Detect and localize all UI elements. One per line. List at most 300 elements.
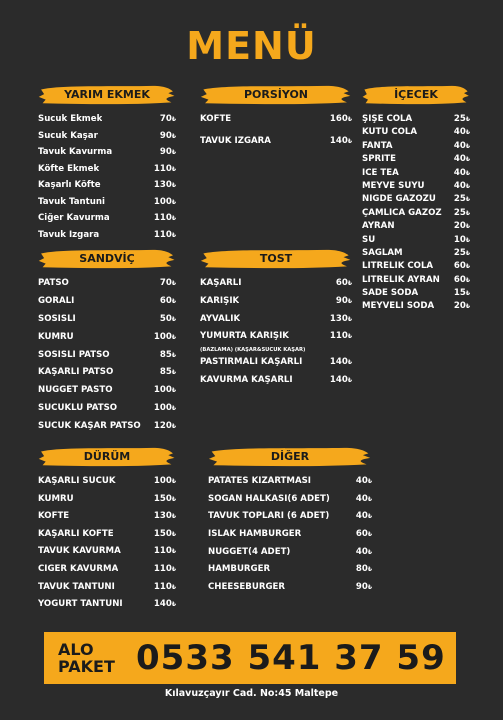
price-value: 150 [153, 528, 172, 539]
lira-icon: ₺ [465, 290, 470, 298]
price-value: 85 [159, 349, 172, 360]
lira-icon: ₺ [367, 548, 372, 556]
section-diger [208, 446, 372, 600]
menu-item-price [446, 261, 470, 271]
menu-item [362, 194, 470, 207]
lira-icon: ₺ [465, 116, 470, 123]
section-heading: SANDVİÇ [79, 252, 135, 265]
lira-icon: ₺ [171, 315, 176, 323]
menu-item-name: SAĞLAM [362, 247, 403, 258]
menu-item-price [152, 278, 176, 288]
lira-icon: ₺ [347, 376, 352, 384]
menu-item-price [328, 136, 352, 146]
menu-item-name: KÖFTE [200, 114, 232, 124]
menu-item [208, 494, 372, 512]
price-value: 130 [153, 180, 172, 190]
price-value: 120 [153, 421, 172, 432]
price-value: 100 [153, 476, 172, 486]
menu-item-name: KAVURMA KAŞARLI [200, 374, 293, 385]
menu-item-price [446, 141, 470, 151]
lira-icon: ₺ [171, 387, 176, 395]
price-value: 40 [453, 127, 466, 138]
lira-icon: ₺ [171, 565, 176, 573]
menu-item [38, 385, 176, 403]
price-value: 20 [453, 301, 466, 312]
phone-number[interactable]: 0533 541 37 59 [136, 638, 446, 678]
price-value: 110 [153, 581, 172, 592]
menu-item-price [328, 296, 352, 306]
price-value: 40 [355, 511, 368, 522]
menu-item-name: MEYVE SUYU [362, 180, 425, 191]
menu-item [38, 332, 176, 350]
menu-item-name: SOSİSLİ PATSO [38, 349, 110, 360]
price-value: 110 [153, 163, 172, 174]
lira-icon: ₺ [171, 280, 176, 287]
section-icecek [362, 84, 470, 315]
menu-item-price [348, 511, 372, 521]
menu-item-name: Tavuk Kavurma [38, 147, 113, 157]
price-value: 70 [159, 278, 172, 288]
menu-item [362, 127, 470, 140]
menu-item [200, 136, 352, 158]
menu-item-price [348, 529, 372, 539]
price-value: 40 [453, 154, 466, 165]
menu-item [38, 197, 176, 214]
lira-icon: ₺ [171, 215, 176, 222]
menu-item-name: LİTRELİK COLA [362, 261, 434, 272]
menu-item-price [328, 357, 352, 367]
menu-item-price [152, 230, 176, 240]
price-value: 110 [153, 563, 172, 574]
menu-item [362, 275, 470, 288]
lira-icon: ₺ [465, 142, 470, 150]
price-value: 110 [153, 546, 172, 557]
price-value: 40 [355, 476, 368, 486]
menu-item [208, 529, 372, 547]
menu-item-name: KÖFTE [38, 511, 70, 522]
section-heading: DÜRÜM [83, 450, 131, 463]
menu-item [200, 357, 352, 375]
price-value: 60 [355, 529, 368, 540]
menu-item [38, 213, 176, 230]
lira-icon: ₺ [347, 297, 352, 305]
price-value: 60 [159, 295, 172, 306]
menu-item-price [152, 529, 176, 539]
menu-item-name: Tavuk Tantuni [38, 196, 105, 207]
menu-item-name: SOĞAN HALKASI(6 ADET) [208, 493, 330, 504]
price-value: 40 [453, 140, 466, 151]
lira-icon: ₺ [171, 369, 176, 377]
lira-icon: ₺ [367, 513, 372, 521]
lira-icon: ₺ [367, 531, 372, 539]
lira-icon: ₺ [465, 169, 470, 177]
price-value: 40 [453, 167, 466, 178]
menu-item-price [152, 332, 176, 342]
price-value: 100 [153, 331, 172, 342]
menu-item-price [152, 599, 176, 609]
menu-item [200, 278, 352, 296]
lira-icon: ₺ [465, 263, 470, 271]
price-value: 70 [159, 114, 172, 124]
price-value: 90 [335, 295, 348, 306]
menu-item-price [446, 181, 470, 191]
menu-item-name: ICE TEA [362, 167, 399, 178]
menu-item-price [152, 131, 176, 141]
menu-item-price [328, 314, 352, 324]
menu-item-name: PATATES KIZARTMASI [208, 476, 312, 486]
section-heading: İÇECEK [394, 88, 438, 101]
menu-item [200, 375, 352, 393]
price-value: 110 [153, 229, 172, 240]
menu-item [200, 114, 352, 136]
menu-item-name: ŞİŞE COLA [362, 114, 413, 124]
menu-item-name: SADE SODA [362, 288, 419, 299]
menu-item [362, 235, 470, 248]
lira-icon: ₺ [171, 583, 176, 591]
menu-item-name: SUCUK KAŞAR PATSO [38, 421, 141, 432]
menu-item [38, 180, 176, 197]
price-value: 40 [355, 546, 368, 557]
menu-item-name: Sucuk Kaşar [38, 130, 98, 141]
lira-icon: ₺ [465, 209, 470, 217]
menu-item [208, 582, 372, 600]
menu-item-name: KUTU COLA [362, 127, 418, 138]
menu-item-price [152, 114, 176, 124]
menu-item [38, 511, 176, 529]
menu-item-name: ÇAMLICA GAZOZ [362, 207, 442, 218]
menu-item-name: CİĞER KAVURMA [38, 563, 119, 574]
menu-item-price [152, 350, 176, 360]
lira-icon: ₺ [171, 198, 176, 206]
lira-icon: ₺ [465, 223, 470, 231]
menu-item [362, 141, 470, 154]
menu-item-name: KAŞARLI SUCUK [38, 476, 116, 486]
menu-item-name: YOĞURT TANTUNİ [38, 599, 123, 610]
lira-icon: ₺ [171, 297, 176, 305]
menu-item-price [328, 375, 352, 385]
section-heading: DİĞER [270, 450, 310, 463]
menu-item-price [446, 235, 470, 245]
menu-item [38, 367, 176, 385]
menu-item-price [152, 367, 176, 377]
menu-item-price [446, 301, 470, 311]
alo-paket-label [58, 641, 136, 675]
menu-item-name: Kaşarlı Köfte [38, 180, 101, 190]
alo-text: ALO [58, 640, 94, 659]
section-heading-banner [38, 446, 176, 468]
section-heading: YARIM EKMEK [64, 88, 150, 101]
lira-icon: ₺ [171, 548, 176, 556]
lira-icon: ₺ [171, 116, 176, 123]
menu-item-note: (BAZLAMA) (KAŞAR&SUCUK KAŞAR) [200, 347, 306, 354]
menu-item-price [446, 275, 470, 285]
menu-title: MENÜ [186, 24, 317, 68]
menu-item-price [446, 168, 470, 178]
menu-item [208, 564, 372, 582]
price-value: 60 [453, 261, 466, 272]
menu-item [362, 181, 470, 194]
lira-icon: ₺ [465, 236, 470, 244]
menu-item-price [152, 582, 176, 592]
section-durum [38, 446, 176, 617]
menu-item-name: NİĞDE GAZOZU [362, 194, 436, 205]
menu-item-price [152, 494, 176, 504]
menu-item [362, 261, 470, 274]
section-heading-banner [38, 84, 176, 106]
price-value: 100 [153, 196, 172, 207]
menu-item-price [152, 546, 176, 556]
menu-item-name: KAŞARLI [200, 278, 242, 288]
paket-text: PAKET [58, 657, 115, 676]
section-porsiyon [200, 84, 352, 158]
section-yarim-ekmek [38, 84, 176, 246]
menu-item-price [152, 213, 176, 223]
menu-item-name: KAŞARLI KÖFTE [38, 528, 114, 539]
price-value: 25 [453, 247, 466, 258]
lira-icon: ₺ [171, 231, 176, 239]
price-value: 90 [159, 147, 172, 157]
menu-item-price [152, 296, 176, 306]
section-heading-banner [362, 84, 470, 106]
menu-item-name: SU [362, 234, 376, 245]
price-value: 150 [153, 493, 172, 504]
menu-item-price [328, 331, 352, 341]
price-value: 25 [453, 194, 466, 205]
menu-item [362, 301, 470, 314]
menu-item [38, 546, 176, 564]
lira-icon: ₺ [347, 280, 352, 287]
lira-icon: ₺ [171, 351, 176, 359]
lira-icon: ₺ [347, 315, 352, 323]
menu-item-name: PATSO [38, 278, 69, 288]
menu-item-price [152, 564, 176, 574]
section-heading-banner [200, 84, 352, 106]
menu-item-price [446, 208, 470, 218]
menu-item-price [152, 403, 176, 413]
menu-item [362, 154, 470, 167]
price-value: 10 [453, 234, 466, 245]
price-value: 140 [153, 599, 172, 610]
lira-icon: ₺ [171, 132, 176, 140]
lira-icon: ₺ [171, 530, 176, 538]
price-value: 140 [329, 357, 348, 368]
menu-item-price [446, 248, 470, 258]
price-value: 40 [453, 180, 466, 191]
lira-icon: ₺ [465, 196, 470, 204]
lira-icon: ₺ [465, 182, 470, 190]
section-heading: TOST [259, 252, 293, 265]
menu-item [362, 168, 470, 181]
lira-icon: ₺ [465, 276, 470, 284]
price-value: 25 [453, 114, 466, 124]
price-value: 25 [453, 207, 466, 218]
menu-item [38, 350, 176, 368]
menu-item-name: NUGGET PASTO [38, 385, 113, 396]
lira-icon: ₺ [465, 303, 470, 311]
menu-item-name: NUGGET(4 ADET) [208, 546, 291, 557]
lira-icon: ₺ [171, 423, 176, 431]
price-value: 85 [159, 367, 172, 378]
section-heading-banner [38, 248, 176, 270]
lira-icon: ₺ [347, 116, 352, 123]
menu-item-name: TAVUK TANTUNİ [38, 581, 115, 592]
price-value: 40 [355, 493, 368, 504]
lira-icon: ₺ [465, 249, 470, 257]
menu-item-price [152, 180, 176, 190]
menu-item-price [152, 511, 176, 521]
menu-item-name: Ciğer Kavurma [38, 213, 110, 223]
menu-item-name: KARIŞIK [200, 295, 240, 306]
menu-item [38, 278, 176, 296]
menu-item-price [348, 564, 372, 574]
menu-item-name: TAVUK TOPLARI (6 ADET) [208, 511, 330, 522]
menu-item-price [348, 582, 372, 592]
menu-item-price [446, 114, 470, 124]
menu-item-name: PASTIRMALI KAŞARLI [200, 357, 303, 368]
menu-item [208, 511, 372, 529]
menu-item [38, 599, 176, 617]
menu-item [208, 547, 372, 565]
menu-item-name: TAVUK IZGARA [200, 136, 271, 146]
menu-item-name: KAŞARLI PATSO [38, 367, 114, 378]
menu-item [38, 114, 176, 131]
menu-item-price [152, 421, 176, 431]
menu-item-price [348, 494, 372, 504]
menu-item-price [152, 476, 176, 486]
menu-item [38, 582, 176, 600]
menu-item-price [446, 194, 470, 204]
price-value: 100 [153, 385, 172, 396]
price-value: 130 [153, 511, 172, 522]
menu-item [38, 131, 176, 148]
menu-item-name: HAMBURGER [208, 564, 271, 575]
menu-item [38, 476, 176, 494]
menu-item-name: KUMRU [38, 331, 74, 342]
menu-item-price [446, 154, 470, 164]
menu-item [38, 529, 176, 547]
menu-item-name: GORALI [38, 295, 75, 306]
menu-item [38, 147, 176, 164]
menu-item-price [446, 288, 470, 298]
lira-icon: ₺ [171, 405, 176, 413]
menu-item-price [328, 278, 352, 288]
section-heading-banner [208, 446, 372, 468]
menu-item-price [446, 221, 470, 231]
price-value: 20 [453, 221, 466, 232]
menu-item-price [348, 547, 372, 557]
lira-icon: ₺ [171, 601, 176, 609]
price-value: 110 [153, 213, 172, 223]
menu-item-name: FANTA [362, 140, 393, 151]
price-value: 130 [329, 313, 348, 324]
lira-icon: ₺ [347, 333, 352, 341]
menu-item [362, 208, 470, 221]
menu-item-name: AYRAN [362, 221, 395, 232]
price-value: 50 [159, 313, 172, 324]
menu-item-name: LİTRELİK AYRAN [362, 274, 440, 285]
section-heading-banner [200, 248, 352, 270]
menu-item-name: SOSİSLİ [38, 313, 76, 324]
menu-item [362, 248, 470, 261]
lira-icon: ₺ [367, 584, 372, 592]
price-value: 160 [329, 114, 348, 124]
price-value: 90 [159, 130, 172, 141]
menu-item-price [446, 127, 470, 137]
lira-icon: ₺ [347, 138, 352, 145]
menu-item [362, 221, 470, 234]
menu-item [38, 314, 176, 332]
menu-item-name: YUMURTA KARIŞIK [200, 331, 289, 342]
menu-item [38, 230, 176, 247]
menu-item-name: CHEESEBURGER [208, 582, 285, 593]
lira-icon: ₺ [347, 359, 352, 367]
menu-item-name: Sucuk Ekmek [38, 114, 103, 124]
menu-item [38, 403, 176, 421]
lira-icon: ₺ [171, 149, 176, 156]
menu-item-name: MEYVELİ SODA [362, 301, 435, 312]
lira-icon: ₺ [367, 478, 372, 485]
price-value: 60 [453, 274, 466, 285]
section-sandvic [38, 248, 176, 439]
menu-item-price [152, 164, 176, 174]
price-value: 80 [355, 564, 368, 575]
price-value: 110 [329, 331, 348, 342]
menu-item [362, 288, 470, 301]
price-value: 140 [329, 374, 348, 385]
menu-item-name: Köfte Ekmek [38, 163, 100, 174]
menu-item [38, 494, 176, 512]
menu-item-price [328, 114, 352, 124]
lira-icon: ₺ [171, 495, 176, 503]
price-value: 140 [329, 136, 348, 146]
menu-item [38, 164, 176, 181]
menu-item-name: KUMRU [38, 493, 74, 504]
menu-item [38, 564, 176, 582]
section-tost [200, 248, 352, 393]
menu-item-price [152, 314, 176, 324]
lira-icon: ₺ [171, 333, 176, 341]
menu-item [38, 296, 176, 314]
menu-item-name: ISLAK HAMBURGER [208, 529, 302, 540]
price-value: 60 [335, 278, 348, 288]
lira-icon: ₺ [367, 566, 372, 574]
lira-icon: ₺ [465, 156, 470, 164]
price-value: 100 [153, 403, 172, 414]
price-value: 15 [453, 288, 466, 299]
menu-item-price [152, 385, 176, 395]
lira-icon: ₺ [367, 495, 372, 503]
menu-item-name: TAVUK KAVURMA [38, 546, 121, 557]
menu-item-price [152, 197, 176, 207]
lira-icon: ₺ [171, 165, 176, 173]
lira-icon: ₺ [465, 129, 470, 137]
menu-item [208, 476, 372, 494]
menu-item-name: Tavuk Izgara [38, 229, 100, 240]
menu-item [362, 114, 470, 127]
menu-item-price [152, 147, 176, 157]
address: Kılavuzçayır Cad. No:45 Maltepe [164, 688, 339, 699]
menu-item [200, 314, 352, 332]
menu-item [38, 421, 176, 439]
menu-item-name: AYVALIK [200, 313, 241, 324]
section-heading: PORSİYON [243, 88, 309, 101]
lira-icon: ₺ [171, 182, 176, 189]
menu-item-name: SUCUKLU PATSO [38, 403, 118, 414]
lira-icon: ₺ [171, 478, 176, 485]
menu-item-price [348, 476, 372, 486]
delivery-phone-box [44, 632, 456, 684]
menu-item [200, 296, 352, 314]
